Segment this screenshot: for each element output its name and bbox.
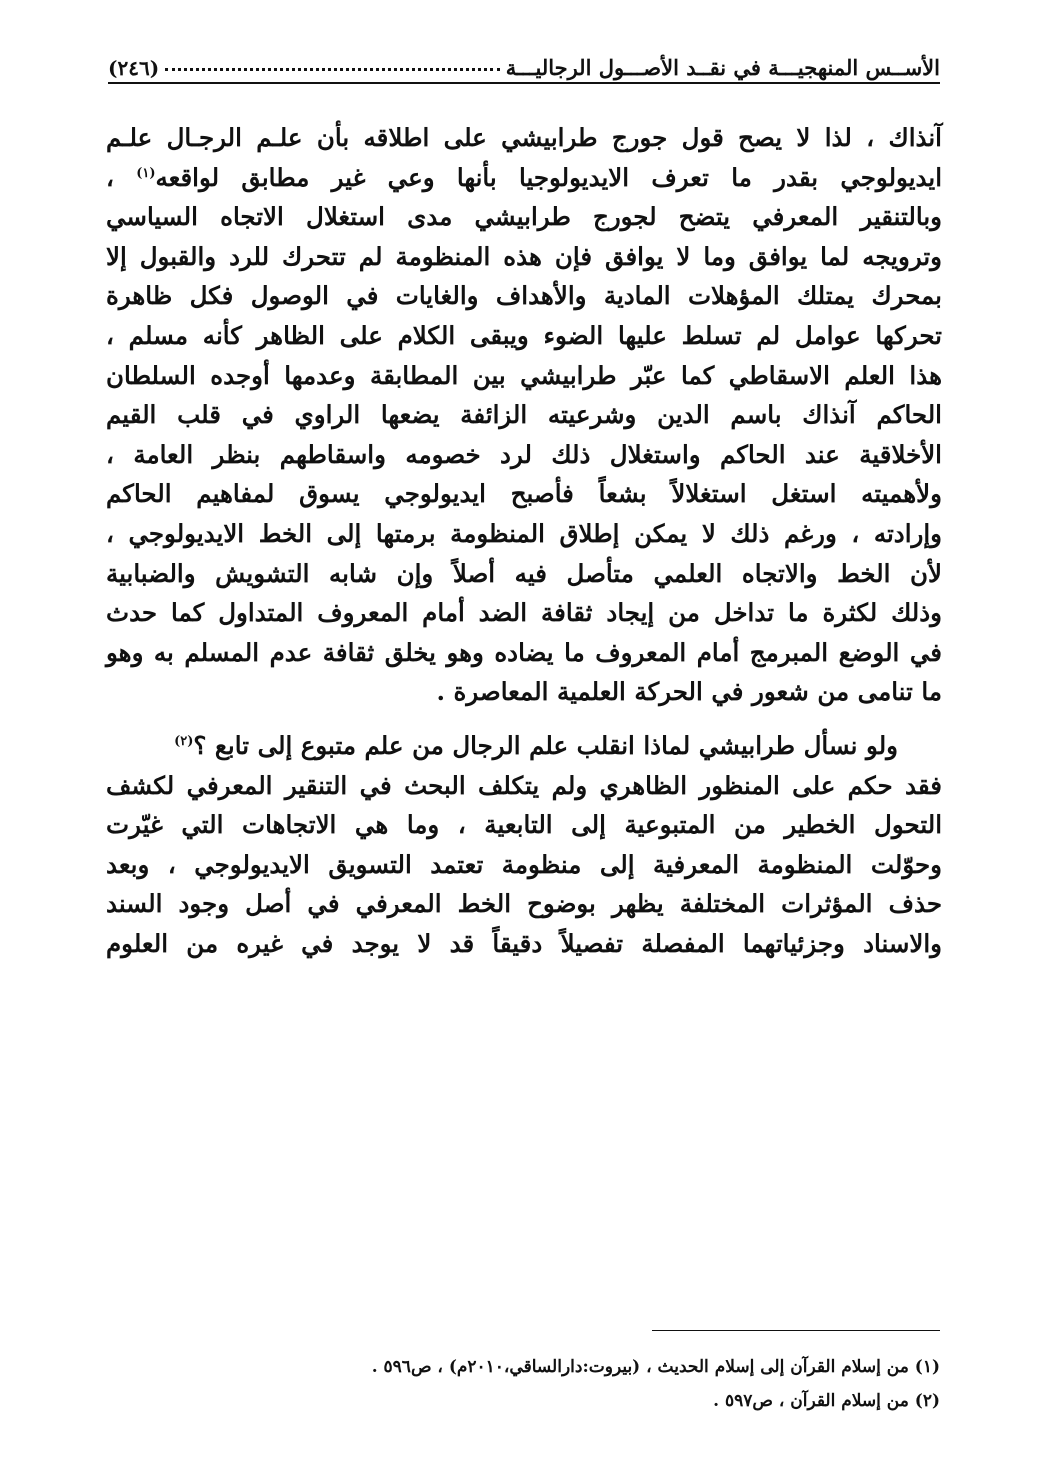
footnote-marker-1: (١): [136, 165, 156, 181]
text-line: لأن الخط والاتجاه العلمي متأصل فيه أصلاً وإن شابه التشويش والضبابية: [106, 558, 942, 588]
footnote-2: (٢) من إسلام القرآن ، ص٥٩٧ .: [713, 1391, 940, 1411]
paragraph-2: [106, 726, 942, 964]
text-line: آنذاك ، لذا لا يصح قول جورج طرابيشي على اطلاقه بأن علـم الرجـال علـم: [106, 123, 942, 152]
text-line: [106, 158, 942, 198]
text-line: فقد حكم على المنظور الظاهري ولم يتكلف البحث في التنقير المعرفي لكشف: [106, 770, 942, 800]
text-line: وبالتنقير المعرفي يتضح لجورج طرابيشي مدى استغلال الاتجاه السياسي: [106, 202, 942, 232]
paragraph-1: [106, 118, 942, 712]
text-line: في الوضع المبرمج أمام المعروف ما يضاده وهو يخلق ثقافة عدم المسلم به وهو: [106, 637, 942, 667]
text-line-tail: ،: [106, 162, 137, 192]
text-line: وترويجه لما يوافق وما لا يوافق فإن هذه المنظومة لم تتحرك للرد والقبول إلا: [106, 241, 942, 271]
footnote-1: (١) من إسلام القرآن إلى إسلام الحديث ، (بيروت:دارالساقي،٢٠١٠م) ، ص٥٩٦ .: [371, 1357, 940, 1377]
header-rule: [108, 82, 940, 84]
header-title: الأســس المنهجيـــة في نقــد الأصـــول الرجاليـــة: [505, 55, 940, 80]
text-line: وحوّلت المنظومة المعرفية إلى منظومة تعتمد التسويق الايديولوجي ، وبعد: [106, 849, 942, 879]
text-line: حذف المؤثرات المختلفة يظهر بوضوح الخط المعرفي في أصل وجود السند: [106, 889, 942, 919]
text-line: والاسناد وجزئياتهما المفصلة تفصيلاً دقيقاً قد لا يوجد في غيره من العلوم: [106, 928, 942, 958]
text-line-content: ولو نسأل طرابيشي لماذا انقلب علم الرجال من علم متبوع إلى تابع ؟: [193, 730, 898, 760]
running-header: [108, 40, 940, 80]
header-leader-dots: [165, 68, 500, 71]
text-line: تحركها عوامل لم تسلط عليها الضوء ويبقى الكلام على الظاهر كأنه مسلم ،: [106, 320, 942, 350]
text-line: بمحرك يمتلك المؤهلات المادية والأهداف والغايات في الوصول فكل ظاهرة: [106, 281, 942, 311]
text-line: التحول الخطير من المتبوعية إلى التابعية ، وما هي الاتجاهات التي غيّرت: [106, 810, 942, 840]
text-line: الحاكم آنذاك باسم الدين وشرعيته الزائفة يضعها الراوي في قلب القيم: [106, 400, 942, 430]
text-line: الأخلاقية عند الحاكم واستغلال ذلك لرد خصومه واسقاطهم بنظر العامة ،: [106, 439, 942, 469]
text-line: وإرادته ، ورغم ذلك لا يمكن إطلاق المنظومة برمتها إلى الخط الايديولوجي ،: [106, 518, 942, 548]
text-line: هذا العلم الاسقاطي كما عبّر طرابيشي بين المطابقة وعدمها أوجده السلطان: [106, 360, 942, 390]
text-line: ما تنامى من شعور في الحركة العلمية المعاصرة .: [436, 677, 942, 707]
text-line: ولأهميته استغل استغلالاً بشعاً فأصبح ايديولوجي يسوق لمفاهيم الحاكم: [106, 479, 942, 509]
text-line: [106, 726, 942, 766]
text-line-content: ايديولوجي بقدر ما تعرف الايديولوجيا بأنها وعي غير مطابق لواقعه: [155, 162, 942, 192]
footnote-marker-2: (٢): [174, 733, 194, 749]
page-number: (٢٤٦): [108, 56, 160, 80]
footnotes: [300, 1350, 940, 1418]
main-text: [106, 118, 942, 963]
text-line: وذلك لكثرة ما تداخل من إيجاد ثقافة الضد أمام المعروف المتداول كما حدث: [106, 598, 942, 628]
footnote-separator: [652, 1330, 940, 1331]
